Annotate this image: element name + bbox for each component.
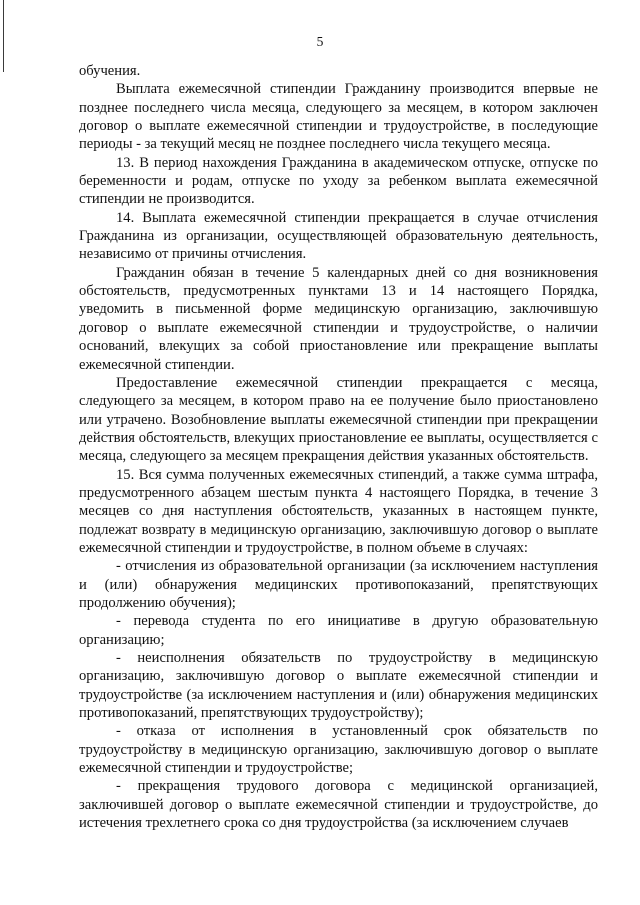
- list-item-transfer: - перевода студента по его инициативе в другую образовательную организацию;: [79, 613, 598, 648]
- paragraph-notification-duty: Гражданин обязан в течение 5 календарных дней со дня возникновения обстоятельств, предусмотренных пунктами 13 и 14 настоящего Порядка, уведомить в письменной форме медицинскую организацию, заключившую договор о выплате ежемесячной стипендии и трудоустройстве, о наличии оснований, влекущих за собой приостановление или прекращение выплаты ежемесячной стипендии.: [79, 264, 598, 373]
- paragraph-13: 13. В период нахождения Гражданина в академическом отпуске, отпуске по беременности и родам, отпуске по уходу за ребенком выплата ежемесячной стипендии не производится.: [79, 154, 598, 208]
- list-item-nonfulfillment: - неисполнения обязательств по трудоустройству в медицинскую организацию, заключившую договор о выплате ежемесячной стипендии и трудоустройстве (за исключением наступления и (или) обнаружения медицинских противопоказаний, препятствующих трудоустройству);: [79, 650, 598, 722]
- paragraph-payment-timing: Выплата ежемесячной стипендии Гражданину производится впервые не позднее последнего числа месяца, следующего за месяцем, в котором заключен договор о выплате ежемесячной стипендии и трудоустройстве, в последующие периоды - за текущий месяц не позднее последнего числа текущего месяца.: [79, 81, 598, 153]
- list-item-contract-termination: - прекращения трудового договора с медицинской организацией, заключившей договор о выплате ежемесячной стипендии и трудоустройстве, до истечения трехлетнего срока со дня трудоустройства (за исключением случаев: [79, 778, 598, 832]
- document-body: [79, 62, 598, 832]
- list-item-refusal: - отказа от исполнения в установленный срок обязательств по трудоустройству в медицинскую организацию, заключившую договор о выплате ежемесячной стипендии и трудоустройстве;: [79, 723, 598, 777]
- list-item-expulsion: - отчисления из образовательной организации (за исключением наступления и (или) обнаружения медицинских противопоказаний, препятствующих продолжению обучения);: [79, 558, 598, 611]
- paragraph-14: 14. Выплата ежемесячной стипендии прекращается в случае отчисления Гражданина из организации, осуществляющей образовательную деятельность, независимо от причины отчисления.: [79, 209, 598, 263]
- paragraph-15: 15. Вся сумма полученных ежемесячных стипендий, а также сумма штрафа, предусмотренного абзацем шестым пункта 4 настоящего Порядка, в течение 3 месяцев со дня наступления обстоятельств, указанных в настоящем пункте, подлежат возврату в медицинскую организацию, заключившую договор о выплате ежемесячной стипендии и трудоустройстве, в полном объеме в случаях:: [79, 466, 598, 556]
- paragraph-continuation: обучения.: [79, 63, 141, 79]
- paragraph-termination-resumption: Предоставление ежемесячной стипендии прекращается с месяца, следующего за месяцем, в котором право на ее получение было приостановлено или утрачено. Возобновление выплаты ежемесячной стипендии при прекращении действия обстоятельств, влекущих приостановление ее выплаты, осуществляется с месяца, следующего за месяцем прекращения действия указанных обстоятельств.: [79, 374, 598, 465]
- page-number: 5: [316, 34, 324, 49]
